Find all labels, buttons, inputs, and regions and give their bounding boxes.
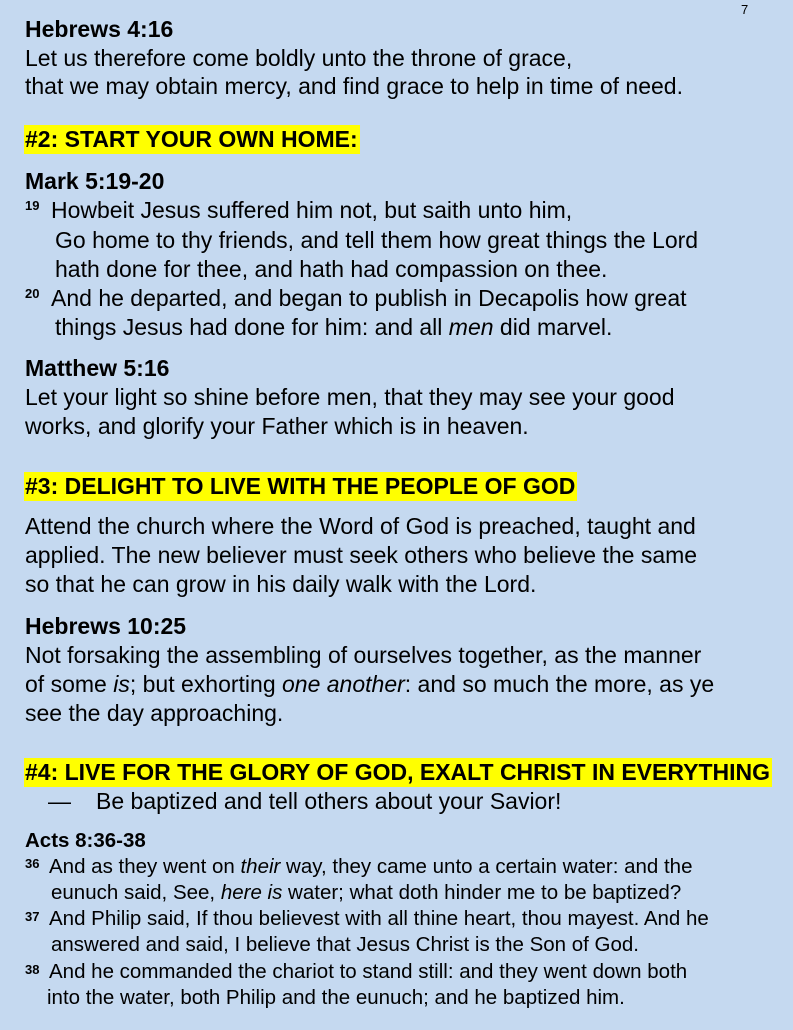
paragraph-line: applied. The new believer must seek others who believe the same: [25, 542, 698, 568]
italic-word: their: [240, 855, 281, 878]
verse-text-line: that we may obtain mercy, and find grace to help in time of need.: [25, 73, 683, 99]
verse-reference-acts-8-36: Acts 8:36-38: [25, 829, 146, 852]
section-heading-4: #4: LIVE FOR THE GLORY OF GOD, EXALT CHRIST IN EVERYTHING: [25, 759, 771, 785]
page-number: 7: [741, 2, 749, 17]
verse-text-line: Let us therefore come boldly unto the throne of grace,: [25, 45, 573, 71]
verse-number: 20: [25, 286, 40, 301]
verse-reference-hebrews-10-25: Hebrews 10:25: [25, 613, 187, 639]
text-span: of some: [25, 671, 114, 697]
italic-word: is: [113, 671, 130, 697]
italic-word: men: [448, 314, 494, 340]
verse-text-line: into the water, both Philip and the eunuch; and he baptized him.: [47, 986, 625, 1009]
italic-word: here is: [220, 881, 283, 904]
verse-text-line: see the day approaching.: [25, 700, 284, 726]
verse-text-line: [55, 313, 612, 342]
bullet-text: Be baptized and tell others about your Savior!: [96, 788, 562, 814]
text-span: : and so much the more, as ye: [404, 671, 715, 697]
verse-text-line: hath done for thee, and hath had compassion on thee.: [55, 256, 608, 282]
text-span: way, they came unto a certain water: and the: [280, 855, 693, 878]
verse-text-line: answered and said, I believe that Jesus Christ is the Son of God.: [51, 933, 639, 956]
verse-text-line: [49, 854, 692, 880]
verse-text-line: Let your light so shine before men, that they may see your good: [25, 384, 675, 410]
text-span: things Jesus had done for him: and all: [55, 314, 449, 340]
verse-number: 36: [25, 856, 40, 871]
verse-text-line: And he departed, and began to publish in Decapolis how great: [51, 285, 687, 311]
verse-text-line: Not forsaking the assembling of ourselves together, as the manner: [25, 642, 702, 668]
verse-text-line: [25, 670, 714, 699]
text-span: ; but exhorting: [129, 671, 282, 697]
paragraph-line: Attend the church where the Word of God is preached, taught and: [25, 513, 696, 539]
section-heading-3: #3: DELIGHT TO LIVE WITH THE PEOPLE OF GOD: [25, 473, 576, 499]
text-span: water; what doth hinder me to be baptized?: [282, 881, 682, 904]
verse-text-line: Go home to thy friends, and tell them how great things the Lord: [55, 227, 699, 253]
paragraph-line: so that he can grow in his daily walk with the Lord.: [25, 571, 537, 597]
verse-text-line: works, and glorify your Father which is in heaven.: [25, 413, 529, 439]
verse-text-line: Howbeit Jesus suffered him not, but saith unto him,: [51, 197, 573, 223]
section-heading-2: #2: START YOUR OWN HOME:: [25, 126, 358, 152]
italic-word: one another: [282, 671, 405, 697]
text-span: did marvel.: [493, 314, 613, 340]
verse-number: 38: [25, 962, 40, 977]
verse-number: 37: [25, 909, 40, 924]
verse-text-line: And Philip said, If thou believest with all thine heart, thou mayest. And he: [49, 907, 709, 930]
verse-reference-matthew-5-16: Matthew 5:16: [25, 355, 170, 381]
em-dash-bullet: —: [48, 788, 71, 814]
text-span: And as they went on: [49, 855, 241, 878]
verse-text-line: And he commanded the chariot to stand still: and they went down both: [49, 960, 688, 983]
verse-reference-hebrews-4-16: Hebrews 4:16: [25, 16, 174, 42]
verse-text-line: [51, 880, 681, 906]
verse-number: 19: [25, 198, 40, 213]
text-span: eunuch said, See,: [51, 881, 221, 904]
verse-reference-mark-5-19: Mark 5:19-20: [25, 168, 165, 194]
